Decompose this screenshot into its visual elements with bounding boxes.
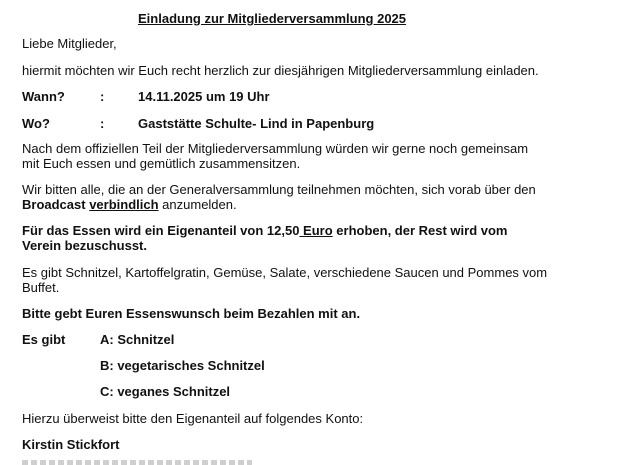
menu-line2: Buffet. (22, 280, 60, 295)
option-a: A: Schnitzel (100, 332, 175, 347)
when-colon: : (100, 89, 105, 104)
registration-paragraph (22, 182, 582, 212)
greeting: Liebe Mitglieder, (22, 36, 117, 51)
cost-line2: Verein bezuschusst. (22, 238, 147, 253)
options-list (22, 332, 582, 402)
where-label: Wo? (22, 116, 50, 131)
option-c: C: veganes Schnitzel (100, 384, 231, 399)
registration-rest: anzumelden. (158, 197, 237, 212)
after-meeting-line1: Nach dem offiziellen Teil der Mitgliederversammlung würden wir gerne noch gemeinsam (22, 141, 529, 156)
intro-text: hiermit möchten wir Euch recht herzlich zur diesjährigen Mitgliederversammlung einladen. (22, 63, 539, 78)
menu-line1: Es gibt Schnitzel, Kartoffelgratin, Gemüse, Salate, verschiedene Saucen und Pommes vom (22, 265, 548, 280)
menu-paragraph (22, 265, 582, 295)
registration-line2 (22, 197, 582, 212)
cut-off-text-line (22, 460, 252, 465)
cost-paragraph (22, 223, 582, 253)
transfer-text: Hierzu überweist bitte den Eigenanteil auf folgendes Konto: (22, 411, 364, 426)
when-value: 14.11.2025 um 19 Uhr (138, 89, 270, 104)
where-value: Gaststätte Schulte- Lind in Papenburg (138, 116, 375, 131)
food-wish-text: Bitte gebt Euren Essenswunsch beim Bezahlen mit an. (22, 306, 361, 321)
binding-text: verbindlich (89, 197, 159, 212)
broadcast-text: Broadcast (22, 197, 86, 212)
option-b: B: vegetarisches Schnitzel (100, 358, 265, 373)
options-label: Es gibt (22, 332, 66, 347)
cost-part1: Für das Essen wird ein Eigenanteil von 12,50 (22, 223, 300, 238)
cost-part2: erhoben, der Rest wird vom (332, 223, 508, 238)
where-colon: : (100, 116, 105, 131)
document-title: Einladung zur Mitgliederversammlung 2025 (138, 11, 407, 26)
after-meeting-paragraph (22, 141, 582, 171)
after-meeting-line2: mit Euch essen und gemütlich zusammensitzen. (22, 156, 301, 171)
when-label: Wann? (22, 89, 65, 104)
where-row (22, 116, 582, 131)
cost-line1 (22, 223, 582, 238)
account-holder: Kirstin Stickfort (22, 437, 120, 452)
registration-line1: Wir bitten alle, die an der Generalversammlung teilnehmen möchten, sich vorab über den (22, 182, 536, 197)
cost-currency: Euro (299, 223, 333, 238)
when-row (22, 89, 582, 104)
